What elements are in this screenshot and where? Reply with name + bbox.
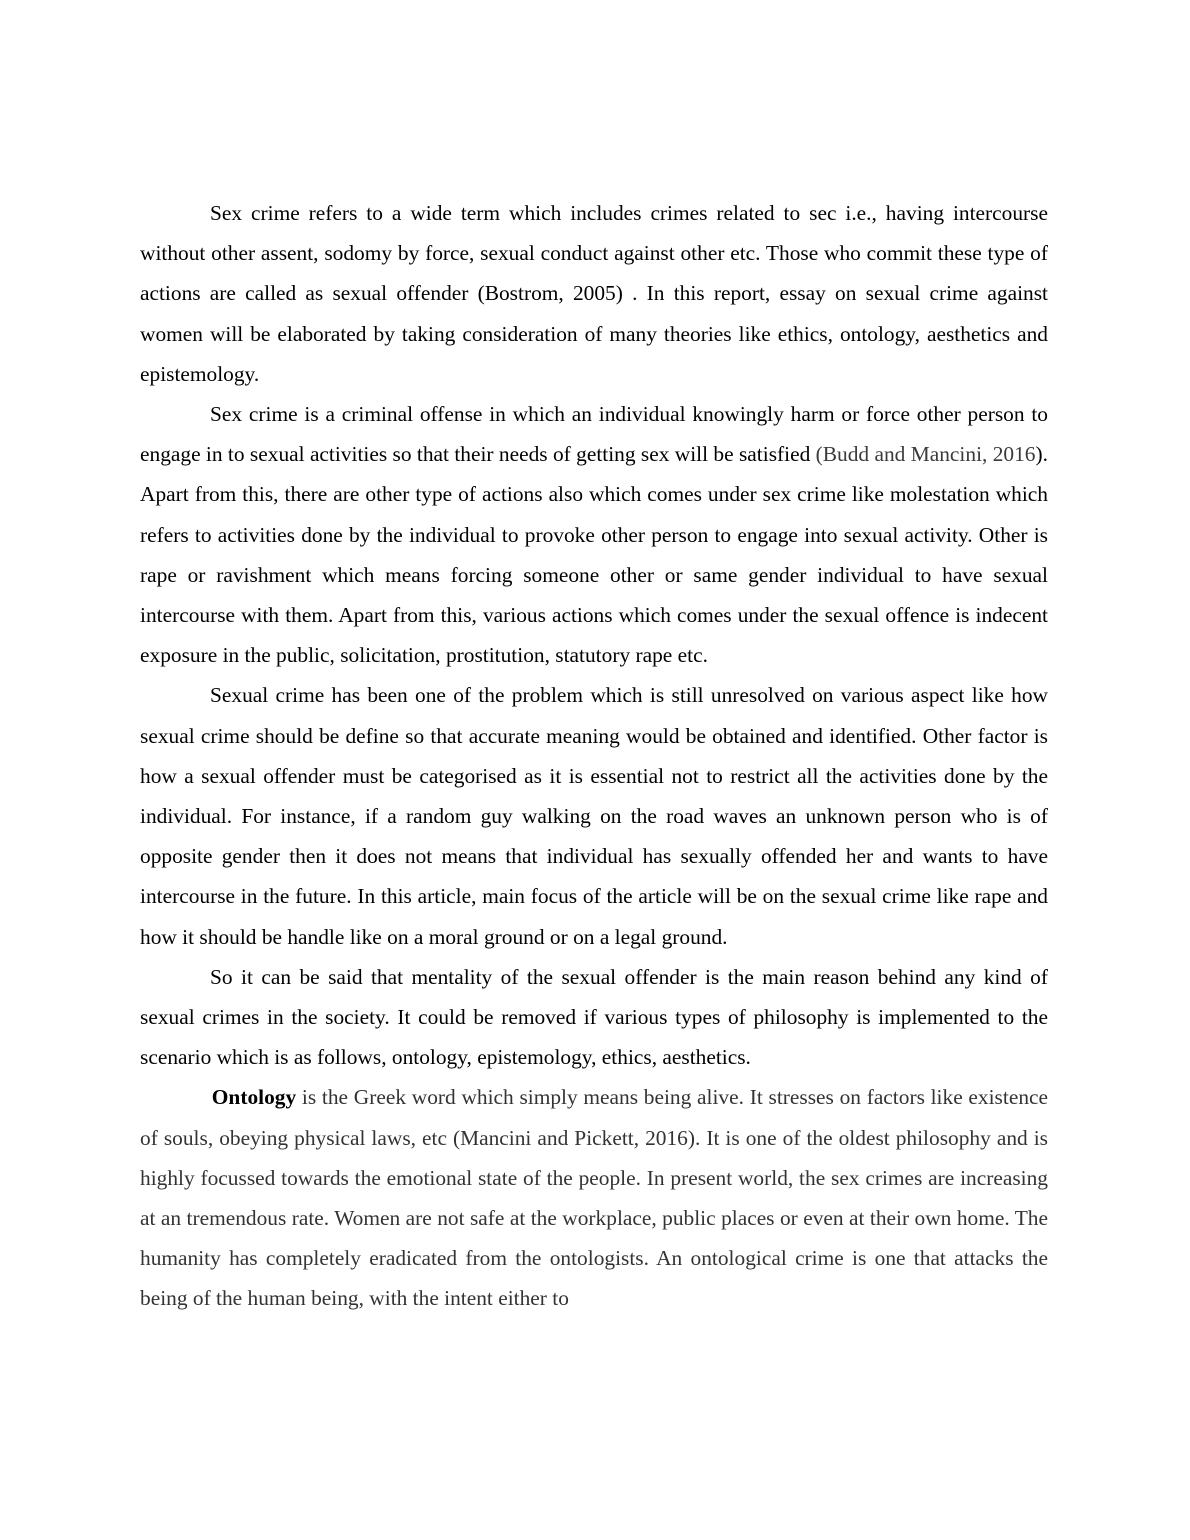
paragraph-mentality: So it can be said that mentality of the sexual offender is the main reason behind any kind of sexual crimes in the society. It could be removed if various types of philosophy is implemented to the scenario which is as follows, ontology, epistemology, ethics, aesthetics. bbox=[140, 964, 1048, 1070]
citation-budd-mancini: (Budd and Mancini, 2016 bbox=[815, 442, 1036, 467]
paragraph-ontology bbox=[140, 1077, 1048, 1318]
paragraph-text: Sex crime is a criminal offense in which an individual knowingly harm or force other person to engage in to sexual activities so that their needs of getting sex will be satisfied bbox=[140, 402, 1048, 467]
paragraph-sex-crime-definition bbox=[140, 394, 1048, 675]
paragraph-text: is the Greek word which simply means being alive. It stresses on factors like existence of souls, obeying physical laws, etc (Mancini and Pickett, 2016). It is one of the oldest philosophy and is highly focussed towards the emotional state of the people. In present world, the sex crimes are increasing at an tremendous rate. Women are not safe at the workplace, public places or even at their own home. The humanity has completely eradicated from the ontologists. An ontological crime is one that attacks the being of the human being, with the intent either to bbox=[140, 1085, 1048, 1311]
document-page bbox=[140, 193, 1048, 1319]
paragraph-text: ). Apart from this, there are other type of actions also which comes under sex crime like molestation which refers to activities done by the individual to provoke other person to engage into sexual activity. Other is rape or ravishment which means forcing someone other or same gender individual to have sexual intercourse with them. Apart from this, various actions which comes under the sexual offence is indecent exposure in the public, solicitation, prostitution, statutory rape etc. bbox=[140, 442, 1048, 668]
paragraph-introduction: Sex crime refers to a wide term which includes crimes related to sec i.e., having intercourse without other assent, sodomy by force, sexual conduct against other etc. Those who commit these type of actions are called as sexual offender (Bostrom, 2005) . In this report, essay on sexual crime against women will be elaborated by taking consideration of many theories like ethics, ontology, aesthetics and epistemology. bbox=[140, 201, 1048, 386]
term-ontology: Ontology bbox=[211, 1085, 297, 1110]
paragraph-unresolved-problem: Sexual crime has been one of the problem which is still unresolved on various aspect like how sexual crime should be define so that accurate meaning would be obtained and identified. Other factor is how a sexual offender must be categorised as it is essential not to restrict all the activities done by the individual. For instance, if a random guy walking on the road waves an unknown person who is of opposite gender then it does not means that individual has sexually offended her and wants to have intercourse in the future. In this article, main focus of the article will be on the sexual crime like rape and how it should be handle like on a moral ground or on a legal ground. bbox=[140, 683, 1048, 949]
